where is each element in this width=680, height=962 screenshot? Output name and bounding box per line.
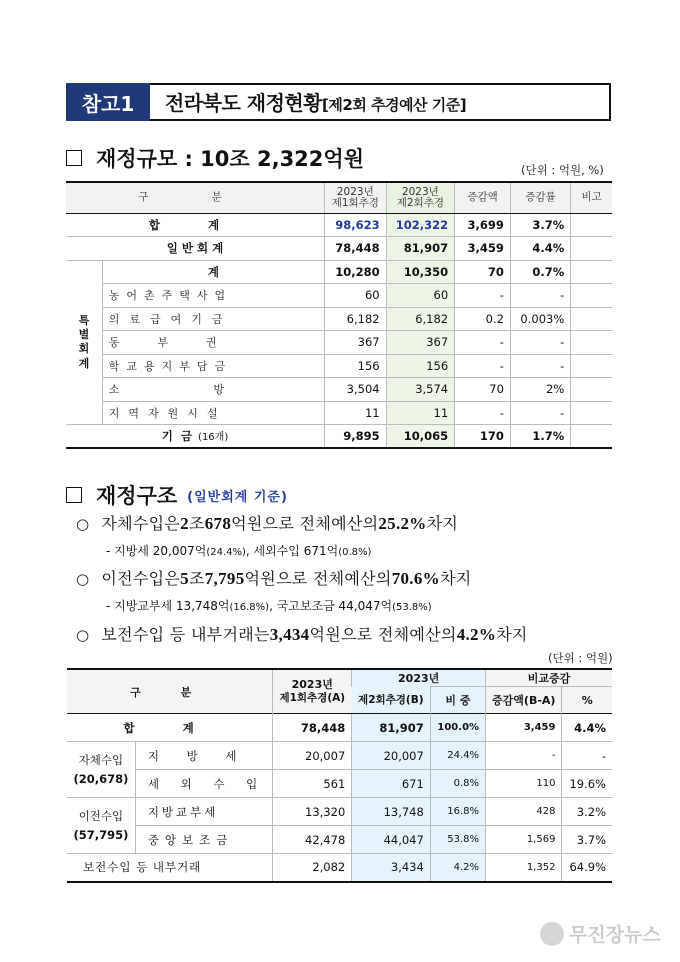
cell-diff: - <box>455 284 511 308</box>
cell-v2: 11 <box>386 401 455 425</box>
row-label: 소방 <box>102 378 324 402</box>
table-row <box>66 284 612 308</box>
table-row <box>66 378 612 402</box>
cell-note <box>571 425 612 449</box>
header-rate: 증감률 <box>510 182 570 213</box>
cell-v1: 9,895 <box>325 425 387 449</box>
bullet-text: 억원으로 전체예산의 <box>309 625 457 644</box>
bullet-own-revenue-detail <box>106 542 371 559</box>
cell-v2: 367 <box>386 331 455 355</box>
header-col2: 제2회추경(B) <box>352 687 431 714</box>
cell-b: 81,907 <box>352 714 431 742</box>
row-label: 계 <box>102 260 324 284</box>
cell-note <box>571 260 612 284</box>
table-row <box>66 237 612 261</box>
cell-ratio: 53.8% <box>430 826 485 854</box>
fund-label: 기 금 <box>161 429 195 443</box>
header-ratio: 비 중 <box>430 687 485 714</box>
group-transfer-revenue <box>67 798 135 854</box>
circle-bullet-icon: ○ <box>76 626 90 644</box>
cell-diff: 3,459 <box>486 714 562 742</box>
cell-note <box>571 378 612 402</box>
cell-pct: 19.6% <box>562 770 612 798</box>
cell-v2: 81,907 <box>386 237 455 261</box>
cell-ratio: 4.2% <box>430 854 485 882</box>
table-header-row <box>67 669 612 687</box>
cell-rate: 3.7% <box>510 213 570 237</box>
bullet-text: 조 <box>188 514 205 533</box>
cell-v1: 10,280 <box>325 260 387 284</box>
table-row <box>66 401 612 425</box>
bullet-bold: 3,434 <box>269 625 310 644</box>
budget-scale-table <box>66 181 612 449</box>
cell-v2: 6,182 <box>386 307 455 331</box>
bullet-bold: 5 <box>180 569 189 588</box>
cell-diff: - <box>455 331 511 355</box>
detail-pct: (0.8%) <box>338 547 372 558</box>
cell-rate: 4.4% <box>510 237 570 261</box>
cell-v1: 78,448 <box>325 237 387 261</box>
row-label: 의료급여기금 <box>102 307 324 331</box>
cell-rate: 2% <box>510 378 570 402</box>
bullet-text: 이전수입은 <box>101 569 181 588</box>
cell-rate: 0.7% <box>510 260 570 284</box>
header-col1: 2023년 제1회추경 <box>325 182 387 213</box>
bullet-text: 조 <box>188 569 205 588</box>
table-row <box>67 798 612 826</box>
row-label: 합 계 <box>67 714 273 742</box>
detail-pct: (16.8%) <box>229 602 270 613</box>
cell-v1: 60 <box>325 284 387 308</box>
row-label: 중앙보조금 <box>135 826 272 854</box>
row-label: 보전수입 등 내부거래 <box>67 854 273 882</box>
table-row <box>67 714 612 742</box>
bullet-text: 차지 <box>426 514 459 533</box>
cell-note <box>571 237 612 261</box>
page-title <box>165 87 466 116</box>
cell-pct: 4.4% <box>562 714 612 742</box>
cell-a: 42,478 <box>273 826 352 854</box>
cell-diff: 1,569 <box>486 826 562 854</box>
reference-tag: 참고1 <box>66 83 150 121</box>
header-compare: 비교증감 <box>486 669 612 687</box>
header-col2-year: 2023년 <box>352 669 486 687</box>
section1-heading <box>66 143 364 173</box>
cell-note <box>571 213 612 237</box>
cell-pct: 64.9% <box>562 854 612 882</box>
row-label: 동부권 <box>102 331 324 355</box>
circle-bullet-icon: ○ <box>76 570 90 588</box>
bullet-transfer-revenue <box>76 566 471 589</box>
cell-b: 671 <box>352 770 431 798</box>
cell-diff: 3,699 <box>455 213 511 237</box>
detail-pct: (24.4%) <box>206 547 246 558</box>
bullet-bold: 2 <box>180 514 189 533</box>
header-col1: 2023년 제1회추경(A) <box>273 669 352 714</box>
detail-text: - 지방세 20,007억 <box>106 544 207 558</box>
header-diff: 증감액(B-A) <box>486 687 562 714</box>
cell-a: 78,448 <box>273 714 352 742</box>
cell-note <box>571 401 612 425</box>
bullet-own-revenue <box>76 511 458 534</box>
cell-rate: 1.7% <box>510 425 570 449</box>
cell-a: 13,320 <box>273 798 352 826</box>
bullet-text: 억원으로 전체예산의 <box>244 569 392 588</box>
cell-v2: 10,350 <box>386 260 455 284</box>
bullet-bold: 678 <box>204 514 232 533</box>
table2-unit: (단위 : 억원) <box>548 651 613 665</box>
table-row <box>66 425 612 449</box>
section2-title: 재정구조 <box>96 484 178 508</box>
group-total: (20,678) <box>73 771 129 786</box>
group-label: 자체수입 <box>78 753 124 768</box>
section2-heading <box>66 480 288 510</box>
header-gubun: 구 분 <box>66 182 325 213</box>
cell-note <box>571 307 612 331</box>
row-label: 합 계 <box>66 213 325 237</box>
cell-v1: 3,504 <box>325 378 387 402</box>
bullet-text: 차지 <box>439 569 472 588</box>
fund-count: (16개) <box>198 432 229 443</box>
cell-ratio: 100.0% <box>430 714 485 742</box>
row-label: 지역자원시설 <box>102 401 324 425</box>
cell-diff: 0.2 <box>455 307 511 331</box>
cell-diff: - <box>486 742 562 770</box>
bullet-bold: 70.6% <box>391 569 440 588</box>
detail-pct: (53.8%) <box>392 602 432 613</box>
cell-v2: 3,574 <box>386 378 455 402</box>
cell-pct: 3.7% <box>562 826 612 854</box>
cell-diff: - <box>455 401 511 425</box>
cell-b: 13,748 <box>352 798 431 826</box>
header-gubun: 구 분 <box>67 669 273 714</box>
cell-diff: 110 <box>486 770 562 798</box>
table-row <box>67 826 612 854</box>
table-row <box>66 331 612 355</box>
cell-a: 20,007 <box>273 742 352 770</box>
table-header-row <box>66 182 612 213</box>
cell-ratio: 16.8% <box>430 798 485 826</box>
checkbox-square-icon <box>66 150 82 166</box>
checkbox-square-icon <box>66 487 82 503</box>
title-subtitle: [제2회 추경예산 기준] <box>322 96 467 114</box>
table-row <box>67 770 612 798</box>
table-row <box>67 854 612 882</box>
detail-text: - 지방교부세 13,748억 <box>106 599 230 613</box>
bullet-text: 억원으로 전체예산의 <box>231 514 379 533</box>
cell-diff: 3,459 <box>455 237 511 261</box>
row-label: 농어촌주택사업 <box>102 284 324 308</box>
row-label <box>66 425 325 449</box>
cell-diff: 428 <box>486 798 562 826</box>
table-row <box>66 213 612 237</box>
cell-a: 561 <box>273 770 352 798</box>
group-total: (57,795) <box>73 827 129 842</box>
cell-rate: - <box>510 401 570 425</box>
cell-note <box>571 284 612 308</box>
cell-pct: - <box>562 742 612 770</box>
bullet-bold: 25.2% <box>378 514 427 533</box>
group-label: 이전수입 <box>78 809 124 824</box>
cell-rate: - <box>510 331 570 355</box>
cell-diff: 170 <box>455 425 511 449</box>
bullet-text: 보전수입 등 내부거래는 <box>101 625 270 644</box>
title-main: 전라북도 재정현황 <box>165 91 323 115</box>
group-own-revenue <box>67 742 135 798</box>
cell-v1: 11 <box>325 401 387 425</box>
cell-v2: 10,065 <box>386 425 455 449</box>
detail-text: , 세외수입 671억 <box>245 544 339 558</box>
bullet-bold: 4.2% <box>456 625 497 644</box>
cell-note <box>571 331 612 355</box>
budget-structure-table <box>67 668 612 883</box>
cell-a: 2,082 <box>273 854 352 882</box>
cell-v1: 156 <box>325 354 387 378</box>
header-pct: % <box>562 687 612 714</box>
row-label: 지 방 세 <box>135 742 272 770</box>
cell-b: 44,047 <box>352 826 431 854</box>
table1-unit: (단위 : 억원, %) <box>521 163 604 177</box>
cell-b: 20,007 <box>352 742 431 770</box>
cell-diff: - <box>455 354 511 378</box>
circle-bullet-icon: ○ <box>76 515 90 533</box>
cell-diff: 70 <box>455 260 511 284</box>
cell-rate: - <box>510 354 570 378</box>
cell-v1: 367 <box>325 331 387 355</box>
header-note: 비고 <box>571 182 612 213</box>
watermark-logo <box>540 920 661 947</box>
table-row <box>66 354 612 378</box>
row-label: 세 외 수 입 <box>135 770 272 798</box>
cell-pct: 3.2% <box>562 798 612 826</box>
detail-text: , 국고보조금 44,047억 <box>269 599 393 613</box>
cell-v1: 98,623 <box>325 213 387 237</box>
bullet-text: 차지 <box>496 625 528 644</box>
cell-v2: 156 <box>386 354 455 378</box>
table-row <box>66 307 612 331</box>
cell-diff: 1,352 <box>486 854 562 882</box>
cell-v1: 6,182 <box>325 307 387 331</box>
cell-v2: 102,322 <box>386 213 455 237</box>
table-row <box>67 742 612 770</box>
cell-ratio: 0.8% <box>430 770 485 798</box>
row-label: 일 반 회 계 <box>66 237 325 261</box>
cell-rate: 0.003% <box>510 307 570 331</box>
cell-rate: - <box>510 284 570 308</box>
cell-b: 3,434 <box>352 854 431 882</box>
row-label: 학교용지부담금 <box>102 354 324 378</box>
cell-v2: 60 <box>386 284 455 308</box>
header-diff: 증감액 <box>455 182 511 213</box>
cell-diff: 70 <box>455 378 511 402</box>
watermark-text: 무진장뉴스 <box>569 924 661 946</box>
logo-icon <box>540 922 564 946</box>
cell-ratio: 24.4% <box>430 742 485 770</box>
header-col2: 2023년 제2회추경 <box>386 182 455 213</box>
cell-note <box>571 354 612 378</box>
section1-title: 재정규모 : 10조 2,322억원 <box>96 147 364 171</box>
table-row <box>66 260 612 284</box>
section2-note: (일반회계 기준) <box>187 489 288 505</box>
bullet-bold: 7,795 <box>204 569 245 588</box>
bullet-text: 자체수입은 <box>101 514 181 533</box>
row-label: 지방교부세 <box>135 798 272 826</box>
bullet-internal-transactions <box>76 622 528 645</box>
bullet-transfer-revenue-detail <box>106 597 432 614</box>
special-account-group-label: 특별회계 <box>66 260 102 425</box>
